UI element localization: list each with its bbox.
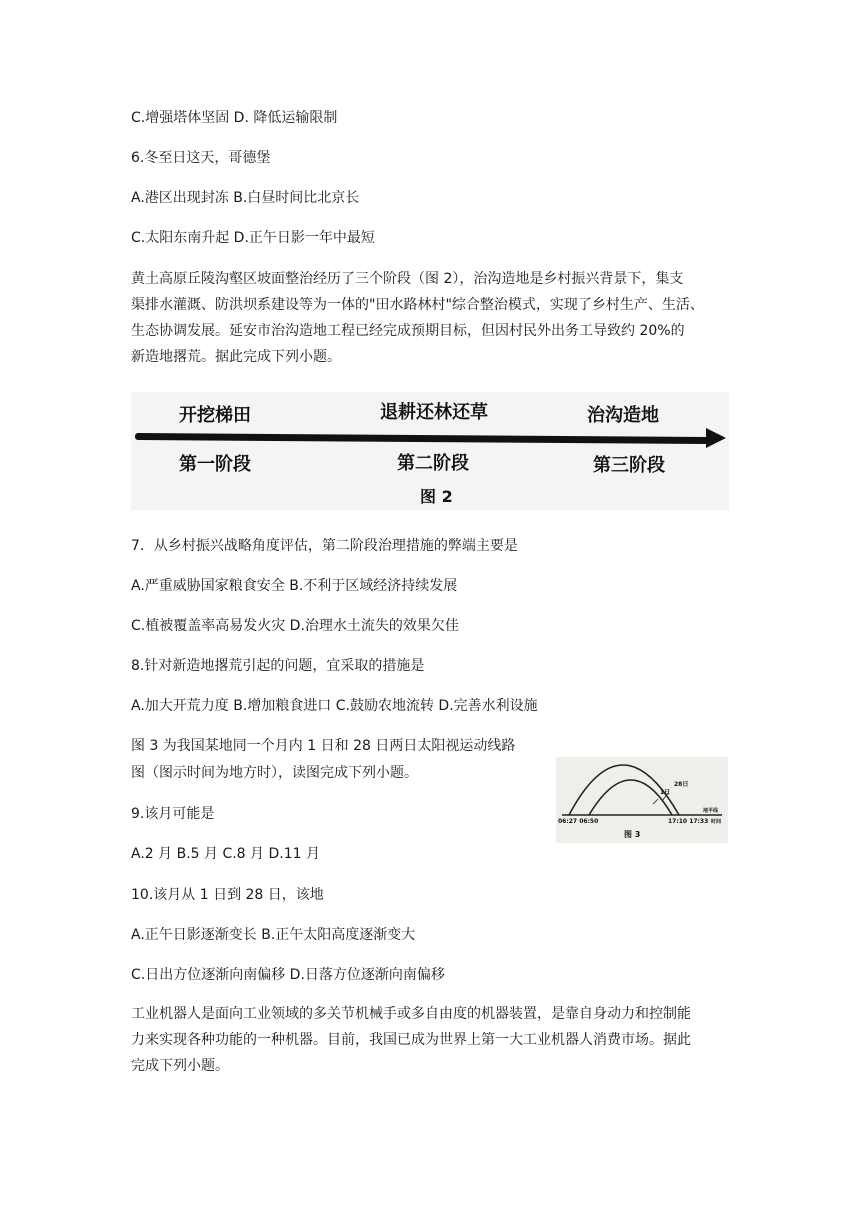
timeline-arrow-head <box>706 428 726 448</box>
leader-line-1 <box>653 799 658 804</box>
q9-stem: 9.该月可能是 <box>131 806 215 822</box>
passage-line: 生态协调发展。延安市治沟造地工程已经完成预期目标，但因村民外出务工导致约 20%的 <box>131 323 685 339</box>
label-horizon: 地平线 <box>703 808 719 814</box>
timeline-arrow-shaft <box>135 433 709 444</box>
times-sunset: 17:10 17:33 <box>668 818 709 825</box>
q6-options-ab: A.港区出现封冻 B.白昼时间比北京长 <box>131 190 360 206</box>
times-sunrise: 06:27 06:50 <box>558 818 599 825</box>
q10-options-ab: A.正午日影逐渐变长 B.正午太阳高度逐渐变大 <box>131 927 416 943</box>
stage-3-measure: 治沟造地 <box>587 405 659 426</box>
label-day-28: 28日 <box>674 781 689 788</box>
passage-fig3-line2: 图（图示时间为地方时），读图完成下列小题。 <box>131 765 418 781</box>
passage-line: 黄土高原丘陵沟壑区坡面整治经历了三个阶段（图 2），治沟造地是乡村振兴背景下，集支 <box>131 271 684 287</box>
q7-options-cd: C.植被覆盖率高易发火灾 D.治理水土流失的效果欠佳 <box>131 618 459 634</box>
q6-stem: 6.冬至日这天，哥德堡 <box>131 150 271 166</box>
q10-stem: 10.该月从 1 日到 28 日，该地 <box>131 887 324 903</box>
q7-stem: 7．从乡村振兴战略角度评估，第二阶段治理措施的弊端主要是 <box>131 538 518 554</box>
passage-line: 工业机器人是面向工业领域的多关节机械手或多自由度的机器装置，是靠自身动力和控制能 <box>131 1006 691 1022</box>
figure-3-sun-path <box>556 757 728 843</box>
stage-1-measure: 开挖梯田 <box>179 405 251 426</box>
sun-path-diagram <box>556 757 728 843</box>
passage-fig3-line1: 图 3 为我国某地同一个月内 1 日和 28 日两日太阳视运动线路 <box>131 738 516 754</box>
passage-line: 渠排水灌溉、防洪坝系建设等为一体的"田水路林村"综合整治模式，实现了乡村生产、生活、 <box>131 297 704 313</box>
passage-line: 完成下列小题。 <box>131 1058 229 1074</box>
stage-3-label: 第三阶段 <box>593 455 665 476</box>
label-day-1: 1日 <box>660 789 671 796</box>
figure-3-caption: 图 3 <box>624 830 641 839</box>
passage-loess-plateau <box>131 266 731 370</box>
q5-options-cd: C.增强塔体坚固 D. 降低运输限制 <box>131 110 338 126</box>
q8-options: A.加大开荒力度 B.增加粮食进口 C.鼓励农地流转 D.完善水利设施 <box>131 698 538 714</box>
sun-path-day-1 <box>589 780 672 815</box>
stage-1-label: 第一阶段 <box>179 454 251 475</box>
passage-line: 力来实现各种功能的一种机器。目前，我国已成为世界上第一大工业机器人消费市场。据此 <box>131 1032 691 1048</box>
q8-stem: 8.针对新造地撂荒引起的问题，宜采取的措施是 <box>131 658 425 674</box>
figure-2-stage-timeline <box>131 392 729 510</box>
passage-industrial-robots <box>131 1001 731 1079</box>
q9-options: A.2 月 B.5 月 C.8 月 D.11 月 <box>131 846 320 862</box>
q10-options-cd: C.日出方位逐渐向南偏移 D.日落方位逐渐向南偏移 <box>131 967 445 983</box>
stage-2-measure: 退耕还林还草 <box>380 402 488 423</box>
q6-options-cd: C.太阳东南升起 D.正午日影一年中最短 <box>131 230 375 246</box>
passage-line: 新造地撂荒。据此完成下列小题。 <box>131 349 341 365</box>
q7-options-ab: A.严重威胁国家粮食安全 B.不利于区域经济持续发展 <box>131 578 458 594</box>
stage-2-label: 第二阶段 <box>397 453 469 474</box>
figure-2-caption: 图 2 <box>420 487 453 506</box>
label-time-axis: 时间 <box>711 819 722 825</box>
